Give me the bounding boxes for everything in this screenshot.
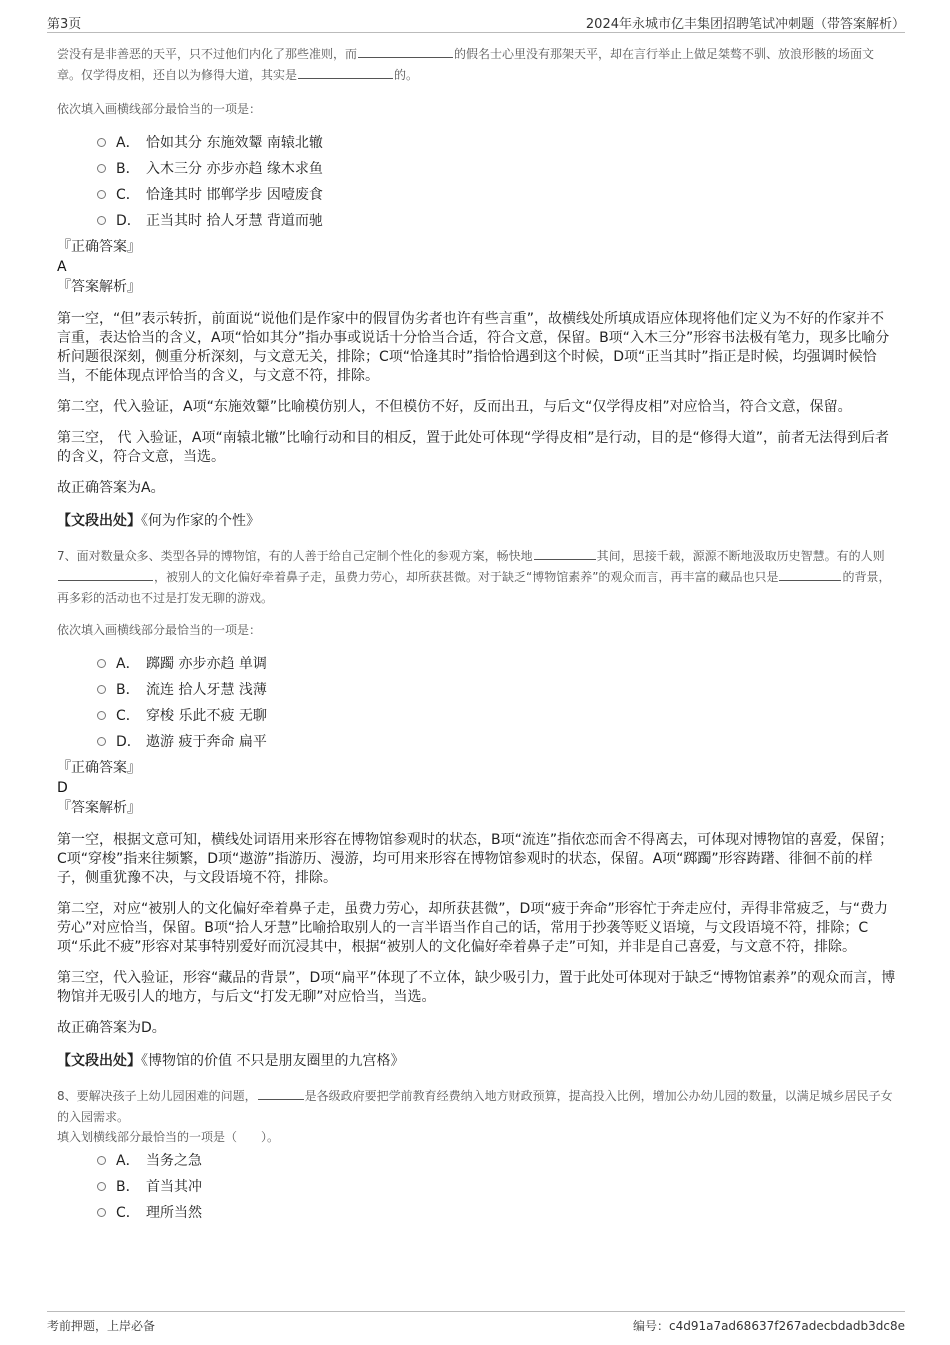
question-6-stem: 尝没有是非善恶的天平，只不过他们内化了那些准则，而 的假名士心里没有那架天平，却在言行举止上做足桀骜不驯、放浪形骸的场面文章。仅学得皮相，还自以为修得大道，其实是 的。: [57, 44, 897, 86]
option-b[interactable]: B． 流连 拾人牙慧 浅薄: [97, 676, 897, 702]
radio-icon[interactable]: [97, 711, 106, 720]
option-c[interactable]: C． 穿梭 乐此不疲 无聊: [97, 702, 897, 728]
analysis-paragraph: 第二空，对应“被别人的文化偏好牵着鼻子走，虽费力劳心，却所获甚微”，D项“疲于奔命”形容忙于奔走应付，弄得非常疲乏，与“费力劳心”对应恰当，保留。B项“拾人牙慧”比喻拾取别人的一言半语当作自己的话，常用于抄袭等贬义语境，与文段语境不符，排除；C项“乐此不疲”形容对某事特别爱好而沉浸其中，根据“被别人的文化偏好牵着鼻子走”可知，并非是自己喜爱，与文意不符，排除。: [57, 901, 889, 955]
page-footer: [47, 1311, 905, 1336]
question-8-lead: 填入划横线部分最恰当的一项是（ ）。: [57, 1130, 280, 1144]
fill-blank: [58, 567, 153, 581]
radio-icon[interactable]: [97, 190, 106, 199]
correct-answer: A: [57, 259, 67, 275]
radio-icon[interactable]: [97, 1156, 106, 1165]
fill-blank: [258, 1086, 304, 1100]
option-c[interactable]: C． 恰逢其时 邯郸学步 因噎废食: [97, 181, 897, 207]
option-d[interactable]: D． 正当其时 拾人牙慧 背道而驰: [97, 207, 897, 233]
radio-icon[interactable]: [97, 1208, 106, 1217]
footer-slogan: 考前押题，上岸必备: [47, 1319, 156, 1333]
analysis-paragraph: 第三空，代入验证，形容“藏品的背景”，D项“扁平”体现了不立体，缺少吸引力，置于此处可体现对于缺乏“博物馆素养”的观众而言，博物馆并无吸引人的地方，与后文“打发无聊”对应恰当，当选。: [57, 970, 896, 1005]
option-b[interactable]: B． 首当其冲: [97, 1173, 897, 1199]
passage-source: 【文段出处】《何为作家的个性》: [57, 513, 260, 529]
answer-label: 『正确答案』: [57, 760, 141, 776]
page-header: [47, 10, 905, 33]
question-7-options: [57, 650, 897, 754]
option-a[interactable]: A． 当务之急: [97, 1147, 897, 1173]
analysis-paragraph: 第一空，根据文意可知，横线处词语用来形容在博物馆参观时的状态，B项“流连”指依恋而舍不得离去，可体现对博物馆的喜爱，保留；C项“穿梭”指来往频繁，D项“遨游”指游历、漫游，均可用来形容在博物馆参观时的状态，保留。A项“踯躅”形容踌躇、徘徊不前的样子，侧重犹豫不决，与文段语境不符，排除。: [57, 832, 894, 886]
analysis-label: 『答案解析』: [57, 800, 141, 816]
question-8-stem: 8、要解决孩子上幼儿园困难的问题， 是各级政府要把学前教育经费纳入地方财政预算，提高投入比例，增加公办幼儿园的数量，以满足城乡居民子女的入园需求。: [57, 1086, 897, 1128]
radio-icon[interactable]: [97, 216, 106, 225]
question-6-lead: 依次填入画横线部分最恰当的一项是：: [57, 102, 262, 116]
question-6-options: [57, 129, 897, 233]
document-title: 2024年永城市亿丰集团招聘笔试冲刺题（带答案解析）: [585, 17, 905, 32]
answer-label: 『正确答案』: [57, 239, 141, 255]
question-8-options: [57, 1147, 897, 1225]
option-a[interactable]: A． 恰如其分 东施效颦 南辕北辙: [97, 129, 897, 155]
radio-icon[interactable]: [97, 138, 106, 147]
option-a[interactable]: A． 踯躅 亦步亦趋 单调: [97, 650, 897, 676]
analysis-paragraph: 故正确答案为A。: [57, 480, 165, 496]
question-7-lead: 依次填入画横线部分最恰当的一项是：: [57, 623, 262, 637]
radio-icon[interactable]: [97, 1182, 106, 1191]
radio-icon[interactable]: [97, 737, 106, 746]
analysis-paragraph: 第二空，代入验证，A项“东施效颦”比喻模仿别人，不但模仿不好，反而出丑，与后文“仅学得皮相”对应恰当，符合文意，保留。: [57, 399, 852, 415]
analysis-paragraph: 第一空，“但”表示转折，前面说“说他们是作家中的假冒伪劣者也许有些言重”，故横线处所填成语应体现将他们定义为不好的作家并不言重，表达恰当的含义，A项“恰如其分”指办事或说话十分恰当合适，符合文意，保留。B项“入木三分”形容书法极有笔力，现多比喻分析问题很深刻，侧重分析深刻，与文意无关，排除；C项“恰逢其时”指恰恰遇到这个时候，D项“正当其时”指正是时候，均强调时候恰当，不能体现点评恰当的含义，与文意不符，排除。: [57, 311, 890, 384]
option-b[interactable]: B． 入木三分 亦步亦趋 缘木求鱼: [97, 155, 897, 181]
fill-blank: [534, 546, 596, 560]
document-body: [57, 44, 897, 1225]
radio-icon[interactable]: [97, 164, 106, 173]
radio-icon[interactable]: [97, 659, 106, 668]
question-7-stem: 7、面对数量众多、类型各异的博物馆，有的人善于给自己定制个性化的参观方案，畅快地 其间，思接千载，源源不断地汲取历史智慧。有的人则，被别人的文化偏好牵着鼻子走，虽费力劳心，却所获甚微。对于缺乏“博物馆素养”的观众而言，再丰富的藏品也只是 的背景，再多彩的活动也不过是打发无聊的游戏。: [57, 546, 897, 609]
passage-source: 【文段出处】《博物馆的价值 不只是朋友圈里的九宫格》: [57, 1053, 405, 1069]
analysis-paragraph: 故正确答案为D。: [57, 1020, 166, 1036]
radio-icon[interactable]: [97, 685, 106, 694]
option-d[interactable]: D． 遨游 疲于奔命 扁平: [97, 728, 897, 754]
analysis-paragraph: 第三空， 代 入验证，A项“南辕北辙”比喻行动和目的相反，置于此处可体现“学得皮相”是行动，目的是“修得大道”，前者无法得到后者的含义，符合文意，当选。: [57, 430, 889, 465]
analysis-label: 『答案解析』: [57, 279, 141, 295]
fill-blank: [298, 65, 393, 79]
fill-blank: [358, 44, 453, 58]
document-id: 编号：c4d91a7ad68637f267adecbdadb3dc8e: [632, 1319, 905, 1333]
option-c[interactable]: C． 理所当然: [97, 1199, 897, 1225]
correct-answer: D: [57, 780, 68, 796]
page-number: 第3页: [47, 17, 82, 32]
fill-blank: [779, 567, 841, 581]
